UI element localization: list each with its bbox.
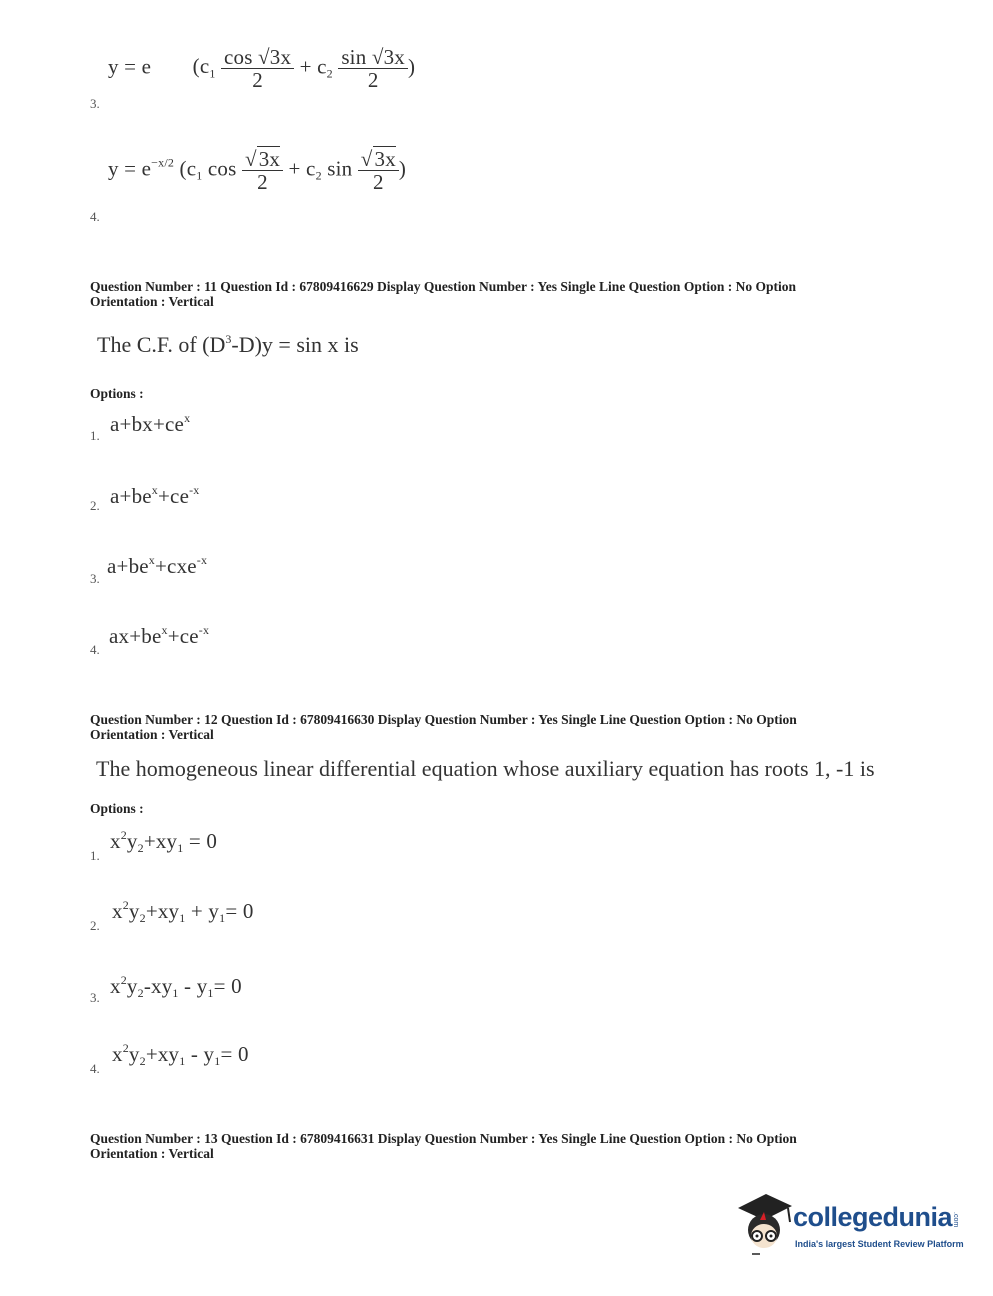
question-13-meta-line2: Orientation : Vertical [90, 1146, 214, 1161]
q11-option-3-number: 3. [90, 571, 100, 586]
q12-option-2-number: 2. [90, 918, 100, 933]
q11-option-2[interactable]: $a+be^x+ce^{-x}$ [110, 483, 200, 508]
prev-option-4-number: 4. [90, 209, 100, 224]
logo-com: .com [952, 1212, 959, 1228]
question-12-options-label: Options : [90, 801, 144, 816]
mascot-icon [734, 1190, 794, 1256]
q12-option-1-number: 1. [90, 848, 100, 863]
q12-option-3-number: 3. [90, 990, 100, 1005]
prev-option-3-number: 3. [90, 96, 100, 111]
question-12-text: The homogeneous linear differential equation whose auxiliary equation has roots 1, -1 is [96, 756, 875, 781]
q11-option-4[interactable]: $ax+be^x+ce^{-x}$ [109, 623, 210, 648]
question-11-text: The C.F. of $(D^3-D)y = \sin x$ is [97, 332, 359, 357]
q11-option-1[interactable]: $a+bx+ce^x$ [110, 411, 191, 436]
q12-option-4-number: 4. [90, 1061, 100, 1076]
q12-option-3[interactable]: $x^2y_2-xy_1 - y_1= 0$ [110, 973, 242, 1000]
question-12-meta [90, 712, 890, 742]
logo-tagline: India's largest Student Review Platform [795, 1239, 964, 1249]
q11-option-3[interactable]: $a+be^x+cxe^{-x}$ [107, 553, 208, 578]
question-11-meta [90, 279, 890, 309]
q11-option-1-number: 1. [90, 428, 100, 443]
question-11-meta-line1: Question Number : 11 Question Id : 67809416629 Display Question Number : Yes Single Line Question Option : No Option [90, 279, 796, 294]
prev-option-3-expression: y = e ($c_1$ $\frac{\cos √3x}{2}$ + $c_2$ $\frac{\sin √3x}{2}$ ) [108, 45, 416, 92]
question-12-meta-line1: Question Number : 12 Question Id : 67809416630 Display Question Number : Yes Single Line Question Option : No Option [90, 712, 797, 727]
collegedunia-logo[interactable] [734, 1190, 964, 1260]
q12-option-4[interactable]: $x^2y_2+xy_1 - y_1= 0$ [112, 1041, 249, 1068]
question-13-meta [90, 1131, 890, 1161]
question-11-meta-line2: Orientation : Vertical [90, 294, 214, 309]
q12-option-1[interactable]: $x^2y_2+xy_1 = 0$ [110, 828, 218, 855]
question-11-options-label: Options : [90, 386, 144, 401]
q11-option-2-number: 2. [90, 498, 100, 513]
logo-wordmark: collegedunia [793, 1202, 953, 1232]
q12-option-2[interactable]: $x^2y_2+xy_1 + y_1= 0$ [112, 898, 254, 925]
q11-option-4-number: 4. [90, 642, 100, 657]
question-12-meta-line2: Orientation : Vertical [90, 727, 214, 742]
question-13-meta-line1: Question Number : 13 Question Id : 67809416631 Display Question Number : Yes Single Line Question Option : No Option [90, 1131, 797, 1146]
prev-option-4-expression: $y = e^{-x/2}$ ($c_1$ cos $\frac{√3x}{2}$ + $c_2$ sin $\frac{√3x}{2}$ ) [108, 147, 407, 194]
